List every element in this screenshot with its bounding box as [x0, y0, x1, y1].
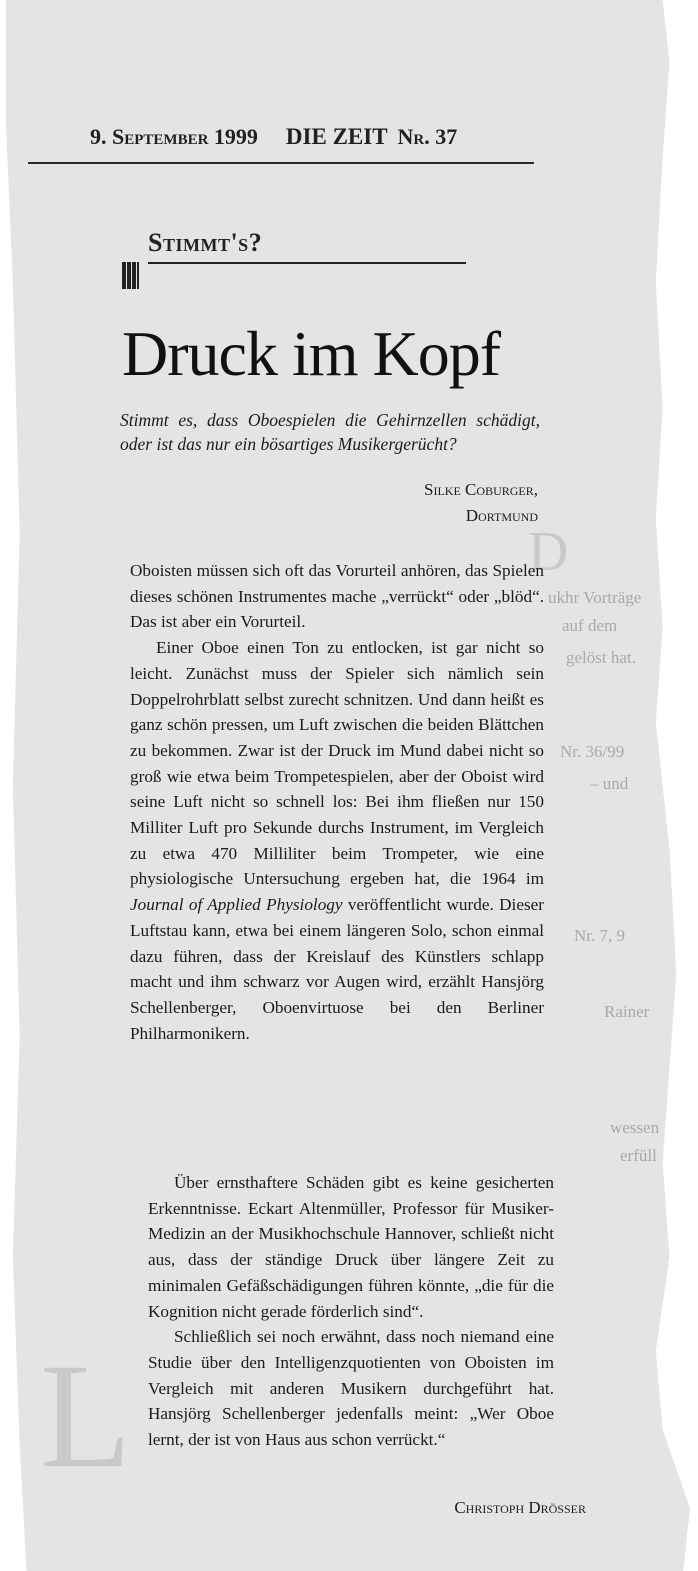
issue-number: Nr. 37: [397, 124, 458, 149]
bleed-through-text: Nr. 36/99: [560, 742, 625, 761]
article-author: Christoph Drösser: [454, 1498, 586, 1517]
body-paragraph: Schließlich sei noch erwähnt, dass noch niemand eine Studie über den Intelligenzquotienten von Oboisten im Vergleich mit anderen Musikern durchgeführt hat. Hansjörg Schellenberger jedenfalls meint: „Wer Oboe lernt, der ist von Haus aus schon verrückt.“: [148, 1327, 554, 1450]
masthead: [90, 124, 530, 150]
column-rubric: Stimmt's?: [148, 228, 263, 257]
bleed-through-letter: L: [40, 1333, 132, 1499]
body-text: veröffentlicht wurde. Dieser Luftstau kann, etwa bei einem längeren Solo, schon einmal dazu führen, dass der Kreislauf des Künstlers schlapp macht und ihm schwarz vor Augen wird, erzählt Hansjörg Schellenberger, Oboenvirtuose bei den Berliner Philharmonikern.: [130, 895, 545, 1043]
article-body: [130, 558, 544, 1046]
rubric-bar-ornament: [122, 262, 139, 289]
masthead-rule: [28, 162, 534, 164]
body-paragraph: [130, 635, 544, 1046]
journal-title: Journal of Applied Physiology: [130, 895, 343, 915]
question-author-name: Silke Coburger,: [424, 480, 538, 499]
question-author-city: Dortmund: [465, 506, 538, 525]
bleed-through-text: Nr. 7, 9: [574, 926, 625, 945]
issue-date: 9. September 1999: [90, 124, 258, 149]
bleed-through-text: gelöst hat.: [566, 648, 636, 667]
body-text: Einer Oboe einen Ton zu entlocken, ist gar nicht so leicht. Zunächst muss der Spieler sich nämlich sein Doppelrohrblatt selbst zurecht schnitzen. Und dann heißt es ganz schön pressen, um Luft zwischen die beiden Blättchen zu bekommen. Zwar ist der Druck im Mund dabei nicht so groß wie etwa beim Trompetespielen, aber der Oboist wird seine Luft nicht so schnell los: Bei ihm fließen nur 150 Milliter Luft pro Sekunde durchs Instrument, im Vergleich zu etwa 470 Milliliter beim Trompeter, wie eine physiologische Untersuchung ergeben hat, die 1964 im: [130, 638, 544, 889]
bleed-through-text: erfüll: [620, 1146, 657, 1165]
bleed-through-text: ukhr Vorträge: [548, 588, 642, 607]
article-headline: Druck im Kopf: [122, 318, 501, 389]
rubric-rule: [148, 262, 466, 264]
reader-question: Stimmt es, dass Oboespielen die Gehirnzellen schädigt, oder ist das nur ein bösartiges Musikergerücht?: [120, 410, 540, 454]
body-paragraph: Oboisten müssen sich oft das Vorurteil anhören, das Spielen dieses schönen Instrumentes mache „verrückt“ oder „blöd“. Das ist aber ein Vorurteil.: [130, 561, 544, 632]
article-body-continued: [148, 1170, 554, 1453]
bleed-through-text: wessen: [610, 1118, 660, 1137]
bleed-through-letter: D: [528, 521, 569, 583]
bleed-through-text: Rainer: [604, 1002, 650, 1021]
bleed-through-text: auf dem: [562, 616, 618, 635]
newspaper-name: DIE ZEIT: [285, 124, 388, 149]
bleed-through-text: – und: [590, 774, 629, 793]
body-paragraph: Über ernsthaftere Schäden gibt es keine gesicherten Erkenntnisse. Eckart Altenmüller, Professor für Musiker-Medizin an der Musikhochschule Hannover, schließt nicht aus, dass der ständige Druck über längere Zeit zu minimalen Gefäßschädigungen führen könnte, „die für die Kognition nicht gerade förderlich sind“.: [148, 1173, 554, 1321]
